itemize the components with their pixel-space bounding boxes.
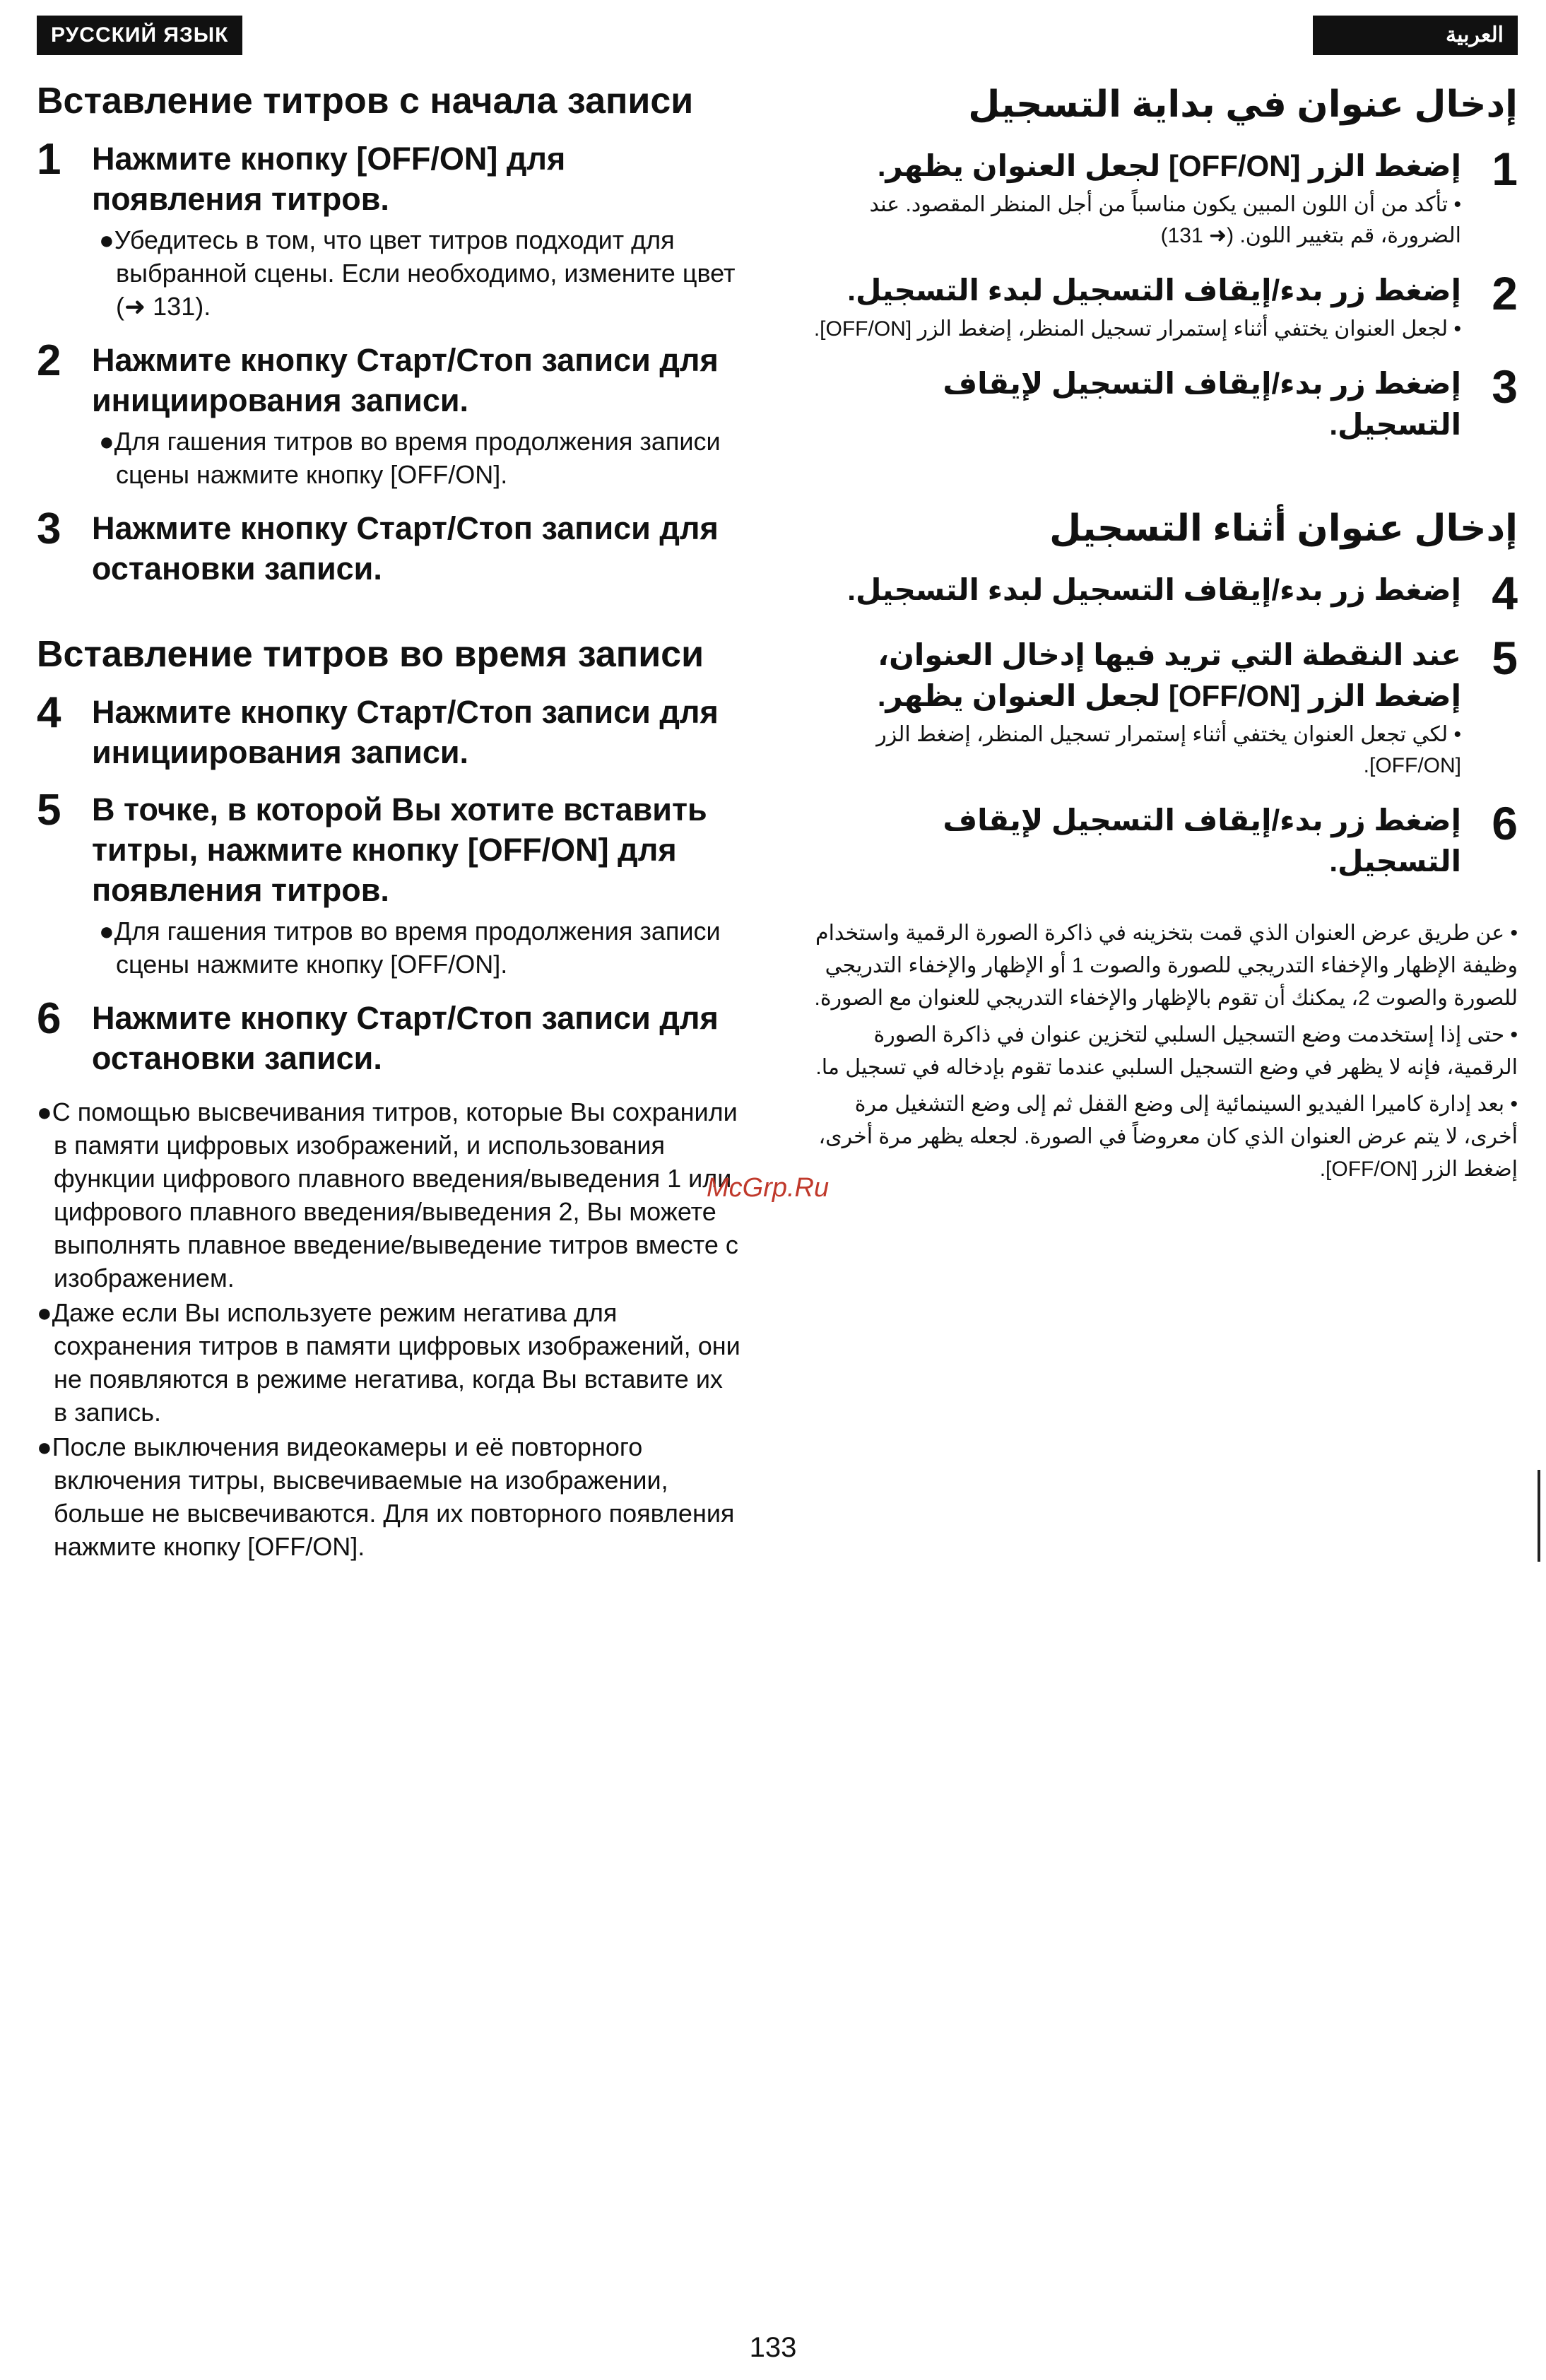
section-title-during-recording-ar: إدخال عنوان أثناء التسجيل [1049,508,1518,549]
step-note: ●Для гашения титров во время продолжения записи сцены нажмите кнопку [OFF/ON]. [99,427,721,489]
note-item: • حتى إذا إستخدمت وضع التسجيل السلبي لتخزين عنوان في ذاكرة الصورة الرقمية، فإنه لا يظهر في وضع التسجيل السلبي عندما تقوم بإدخاله في تسجيل ما. [815,1023,1518,1079]
step-number: 2 [1492,267,1518,319]
step-item [37,688,743,772]
step-item [37,135,743,323]
step-body [92,508,743,589]
step-instruction: إضغط زر بدء/إيقاف التسجيل لإيقاف التسجيل. [943,803,1461,878]
step-body [92,998,743,1078]
step-body [92,789,743,981]
notes-list-ar [811,917,1518,1186]
language-tab-russian: РУССКИЙ ЯЗЫК [37,16,242,55]
step-item [811,360,1518,445]
step-instruction: إضغط الزر [OFF/ON] لجعل العنوان يظهر. [877,149,1461,182]
step-number: 3 [1492,360,1518,413]
page-number: 133 [749,2332,797,2363]
step-body [811,570,1461,616]
step-note: • تأكد من أن اللون المبين يكون مناسباً من أجل المنظر المقصود. عند الضرورة، قم بتغيير اللون. (➜ 131) [869,193,1461,247]
note-item: • عن طريق عرض العنوان الذي قمت بتخزينه في ذاكرة الصورة الرقمية واستخدام وظيفة الإظهار والإخفاء التدريجي للصورة والصوت 1 أو الإظهار والإخفاء التدريجي للصورة والصوت 2، يمكنك أن تقوم بالإظهار والإخفاء التدريجي للعنوان مع الصورة. [814,921,1518,1010]
russian-column [37,78,743,1565]
step-instruction: عند النقطة التي تريد فيها إدخال العنوان، إضغط الزر [OFF/ON] لجعل العنوان يظهر. [877,638,1461,712]
step-note: ●Убедитесь в том, что цвет титров подходит для выбранной сцены. Если необходимо, измените цвет (➜ 131). [99,225,736,321]
step-number: 1 [37,135,61,184]
note-item: ●После выключения видеокамеры и её повторного включения титры, высвечиваемые на изображении, больше не высвечиваются. Для их повторного появления нажмите кнопку [OFF/ON]. [37,1432,735,1561]
step-number: 6 [1492,797,1518,849]
step-body [811,146,1461,252]
step-body [92,692,743,772]
language-tab-arabic: العربية [1313,16,1518,55]
step-instruction: Нажмите кнопку [OFF/ON] для появления титров. [92,141,566,217]
section-title-during-recording: Вставление титров во время записи [37,634,704,675]
step-body [811,800,1461,882]
step-item [37,336,743,491]
step-number: 3 [37,505,61,553]
step-item [811,143,1518,252]
step-number: 4 [37,688,61,737]
step-item [37,994,743,1078]
step-number: 5 [1492,632,1518,684]
step-number: 1 [1492,143,1518,195]
note-item: ●С помощью высвечивания титров, которые Вы сохранили в памяти цифровых изображений, и использования функции цифрового плавного введения/выведения 1 или цифрового плавного введения/выведения 2, Вы можете выполнять плавное введение/выведение титров вместе с изображением. [37,1097,738,1292]
step-instruction: Нажмите кнопку Старт/Стоп записи для инициирования записи. [92,342,719,418]
step-item [37,786,743,981]
watermark-text: McGrp.Ru [707,1173,830,1203]
step-body [92,139,743,323]
section-title-start-recording: Вставление титров с начала записи [37,81,694,122]
step-item [811,267,1518,345]
step-body [811,635,1461,782]
step-instruction: إضغط زر بدء/إيقاف التسجيل لبدء التسجيل. [847,573,1461,606]
step-instruction: Нажмите кнопку Старт/Стоп записи для остановки записи. [92,510,719,587]
step-item [37,505,743,589]
step-number: 2 [37,336,61,385]
arabic-column [811,78,1518,1190]
step-instruction: Нажмите кнопку Старт/Стоп записи для инициирования записи. [92,694,719,770]
step-item [811,632,1518,782]
step-note: ●Для гашения титров во время продолжения записи сцены нажмите кнопку [OFF/ON]. [99,917,721,979]
step-number: 5 [37,786,61,835]
step-instruction: إضغط زر بدء/إيقاف التسجيل لإيقاف التسجيل. [943,367,1461,441]
step-body [811,270,1461,345]
step-instruction: Нажмите кнопку Старт/Стоп записи для остановки записи. [92,1000,719,1076]
step-body [811,363,1461,445]
section-title-start-recording-ar: إدخال عنوان في بداية التسجيل [968,84,1518,125]
step-instruction: إضغط زر بدء/إيقاف التسجيل لبدء التسجيل. [847,273,1461,307]
step-number: 4 [1492,567,1518,619]
step-item [811,797,1518,882]
note-item: • بعد إدارة كاميرا الفيديو السينمائية إلى وضع القفل ثم إلى وضع التشغيل مرة أخرى، لا يتم عرض العنوان الذي كان معروضاً في الصورة. لجعله يظهر مرة أخرى، إضغط الزر [OFF/ON]. [818,1092,1518,1181]
step-number: 6 [37,994,61,1043]
step-body [92,340,743,491]
page-edge-mark [1538,1470,1540,1562]
notes-list [37,1095,743,1563]
step-instruction: В точке, в которой Вы хотите вставить титры, нажмите кнопку [OFF/ON] для появления титров. [92,791,707,908]
step-note: • لجعل العنوان يختفي أثناء إستمرار تسجيل المنظر، إضغط الزر [OFF/ON]. [813,317,1461,341]
note-item: ●Даже если Вы используете режим негатива для сохранения титров в памяти цифровых изображений, они не появляются в режиме негатива, когда Вы вставите их в запись. [37,1298,740,1427]
step-item [811,567,1518,619]
step-note: • لكي تجعل العنوان يختفي أثناء إستمرار تسجيل المنظر، إضغط الزر [OFF/ON]. [876,723,1461,777]
